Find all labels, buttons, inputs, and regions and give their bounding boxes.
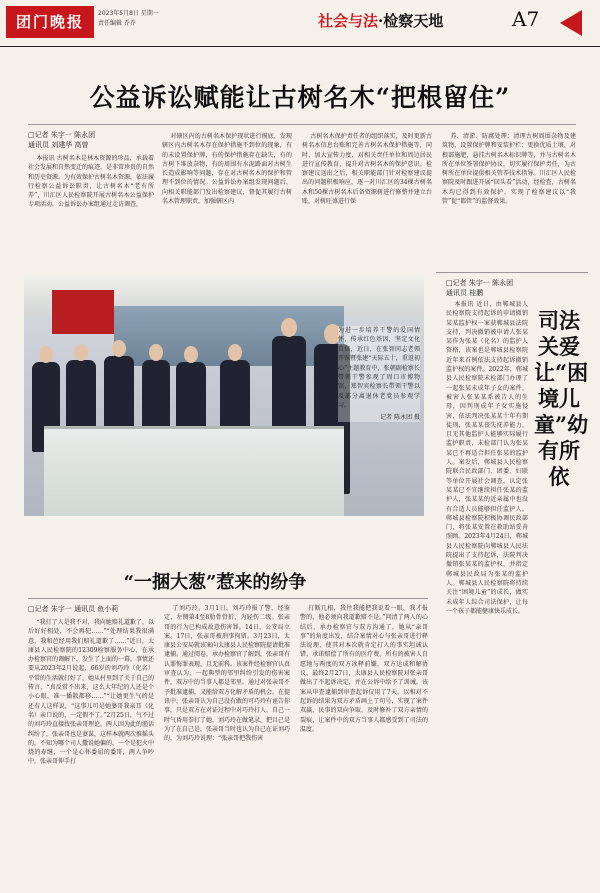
- article2-byline: □记者 朱宇一 通讯员 鱼小莉: [28, 605, 119, 613]
- article1-byline-2: 通讯员 刘建华 高曾: [28, 141, 89, 149]
- photo-head: [39, 346, 53, 363]
- section-title-black: ·检察天地: [378, 12, 444, 30]
- photo-caption: [338, 326, 420, 422]
- photo-head: [74, 344, 88, 361]
- article3-byline-2: 通讯员 桂鹏: [446, 289, 484, 297]
- divider: [28, 598, 428, 599]
- article2-column-1-text: “我打了人是我不对，我向她赔礼道歉了，以后好好相处，不会再犯……”“处理结果我很满意，我和芭经用我们赔礼道歉了……”近日，太康县人民检察院的12309检察服务中心，在承办检察官的调解下，发生了上面的一幕。事情还要从2023年2月说起，66岁的刘巧玲（化名）平常的生活就打好了，她从村里到了关于自己的传言，“真反常不出来，这么大年纪的人还是个小心眼，准一播散都移……”“让她更生气的是还有人这样说，“这事儿可是她婆哥我亲耳（化名）亲口说的，一定假不了。”2月25日，气不过的刘巧玲直接找张亲哥理论，两人因为此的渔话纠纷了，张亲哥也是妻谋，这样本就两次推摇头的，不知为哪个司人撒说她偏的，一个是犯火中烧的寿继，一个是心怀委屈的委哥，两人争吵中，张亲哥伸手打: [28, 619, 154, 766]
- headline-article2: “一捆大葱”惹来的纷争: [123, 572, 307, 593]
- headline-main: 公益诉讼赋能让古树名木“把根留住”: [89, 83, 511, 112]
- article1-column-4-text: 养、清淤、防腐处理；清理古树周围杂物及建筑物，设置保护牌和安装护栏；更换优质土壤，对根部施肥，悬挂古树名木标识牌等，并与古树名木所在单位签署保护协议，切实履行保护责任，为古树所在单位提供相关管养技术指导。川汇区人民检察院及时跟进开展“回头看”活动，经检查，古树名木均已得到有效保护，实现了检察建议以“我管”促“都管”的监督效果。: [442, 133, 576, 206]
- article3-column: [446, 300, 528, 884]
- article2-column-2: [164, 604, 290, 886]
- red-arrow-icon: [560, 10, 582, 36]
- article1-byline-1: □记者 朱宇一 陈永团: [28, 131, 96, 139]
- photo-credit: 记者 陈永团 摄: [380, 413, 420, 421]
- article1-column-3-text: 古树名木保护责任者的组织落实，及时更新古树名木信息台账和完善古树名木保护措施等，同时，加大宣传力度，对相关责任单位和周边居民进行宣传教育，提升对古树名木的保护意识。检察建议送出之后，相关职能部门针对检察建议提出的问题积极响应，逐一对川汇区的34棵古树名木和50棵古树名木后备资源树进行修整并建立台账，对树旺盛进行保: [302, 133, 432, 206]
- divider: [436, 272, 588, 273]
- photo-head: [149, 344, 163, 361]
- article2-column-2-text: 了刘巧玲。3月1日，刘巧玲报了警，经鉴定，左侧第4至8肋骨骨折，为轻伤二级。张亲哥的行为已构成故意伤害罪。14日，公安局立案。17日，张亲哥被刑事拘留。3月23日，太康县公安局就该案向太康县人民检察院提请批准逮捕。通过阅卷，承办检察官了解到，张亲哥有认罪悔罪表现，且无前科。该案件经检察官认真审查认为，一起典型的邻里纠纷引发的伤害案件，双方中的当事人都是邻里。通过对张亲哥不予批准逮捕，又能给双方化解矛盾的机会。在提讯中，张亲哥认为自己没有敢的可巧玲有诬告你事，只是双方在对证过程中对巧玲打人，自己一时气昏用拳打了她，刘巧玲在做笔录，把目己是为了在自己是，张亲哥当时也认为自己在证刘巧的，为刘巧玲说理：“张亲哥把我伤害: [164, 605, 290, 743]
- article3-column-text: 本报讯 近日，由郸城县人民检察院支持起诉的申请撤销某某监护权一案获郸城县法院支持，判决撤销被申请人张某某作为张某（化名）的监护人资格，该案也是郸城县检察院近年来首例依法支持起诉撤销监护权的案件。2022年，郸城县人民检察院未检部门办理了一起张某未成年子女的案件，被害人张某某系被告人的生母，因判刑成年子女实施侵害，依法判决张某某十年有期徒刑，张某某丧失抚养能力，且无其他监护人能够实际履行监护职责，未检部门认为张某某已不再适合担任张某的监护人。案发后，郸城县人民检察院联合民政部门、团委、妇联等单位开展社会调查，认定张某某已不宜继续担任张某的监护人，张某某的近亲属中也没有合适人员能够担任监护人。郸城县检察院积极协调民政部门，将张某安置在救助站妥善照顾。2023年4月24日，郸城县人民检察院向郸城县人民法院提出了支持起诉，法院判决撤销张某某的监护权，并指定郸城县民政局为张某的监护人。郸城县人民检察院将持续关注“困境儿童”的成长，做实未成年人综合司法保护，让每一个孩子都能健康快乐成长。: [446, 301, 528, 615]
- issue-date: 2023年5月8日 星期一: [98, 10, 159, 17]
- page-number: A7: [512, 7, 540, 31]
- section-title-red: 社会与法: [318, 12, 379, 30]
- divider: [28, 124, 576, 125]
- section-title: [318, 10, 443, 31]
- article2-column-3: [300, 604, 428, 886]
- article1-column-4: [442, 132, 576, 266]
- article1-column-3: [302, 132, 432, 266]
- photo-head: [112, 340, 126, 357]
- article1-column-1-text: 本报讯 古树名木是林木资源的珍品，承载着社会发展和自然变迁的痕迹，是非常珍贵的自然和历史资源。为有效保护古树名木资源，依法履行检察公益诉讼职责，让古树名木“老有所养”，川汇区人民检察院开展古树名木公益保护专项活动。公益诉讼办案组通过走访调查，: [28, 155, 154, 209]
- article2-column-1: [28, 618, 154, 886]
- photo-caption-text: 为进一步培养干警的爱国情怀，传承红色基因，坚定文化自信，近日，在张智同志老领开馆暨张建“天际五十，重返初心”主题教育中，张朝副检察长带领干警参观了周口市博物馆，郑智宾检察长带领干警以及部分离退休老党员参观学习。: [338, 327, 420, 410]
- article3-byline-1: □记者 朱宇一 陈永团: [446, 279, 514, 287]
- newspaper-logo: 团门晚报: [6, 6, 94, 38]
- photo-head: [228, 344, 242, 361]
- photo-head: [281, 318, 297, 337]
- article2-column-3-text: 打断几根，我往我能把我说看一眼，我才报警的，他必须向我道歉赔不是。”问清了两人的心结后，承办检察官与双方沟通了，她从“亲哥事”的角度出发，结合案情对心与张亲哥进行释法说理，使其对本次就肯定打人的事实坦诚认错，承诺赔偿了所有的医疗费。所有的被害人自愿地与两度的双方冰释前嫌，双方达成和解协议，最终2月27日，太康县人民检察院对张亲哥做出了不起诉决定，并在公诉中给予了训诫。该案从申查逮捕到审查起诉仅用了7天，以相对不起诉的结果为双方矛盾画上了句号，实现了案件双赢、民事的双向争取，及时修补了双方亲情的裂痕，让案件中的双方当事人都感受到了司法的温度。: [300, 605, 428, 733]
- headline-article3: 司法关爱让“困境儿童”幼有所依: [534, 308, 589, 489]
- photo-head: [184, 346, 198, 363]
- article1-column-1: [28, 154, 154, 266]
- article1-column-2-text: 对辖区内的古树名木保护现状进行摸底，发现辖区内古树名木存在保护措施不到位的现象，有的未设置保护牌，有的保护措施存在缺失，有的古树下堆放杂物，有的周围有水泥路面对古树生长造成影响等问题，存在对古树名木的保护和管理不到位的情况。公益诉讼办案组发现问题后，向相关职能部门发出检察建议，督促其履行古树名木管理职责，加强辖区内: [162, 133, 292, 206]
- article1-column-2: [162, 132, 292, 266]
- photo-red-banner: [52, 290, 114, 334]
- photo-display-case: [44, 426, 344, 516]
- editor-credit: 责任编辑 乔乔: [98, 20, 136, 27]
